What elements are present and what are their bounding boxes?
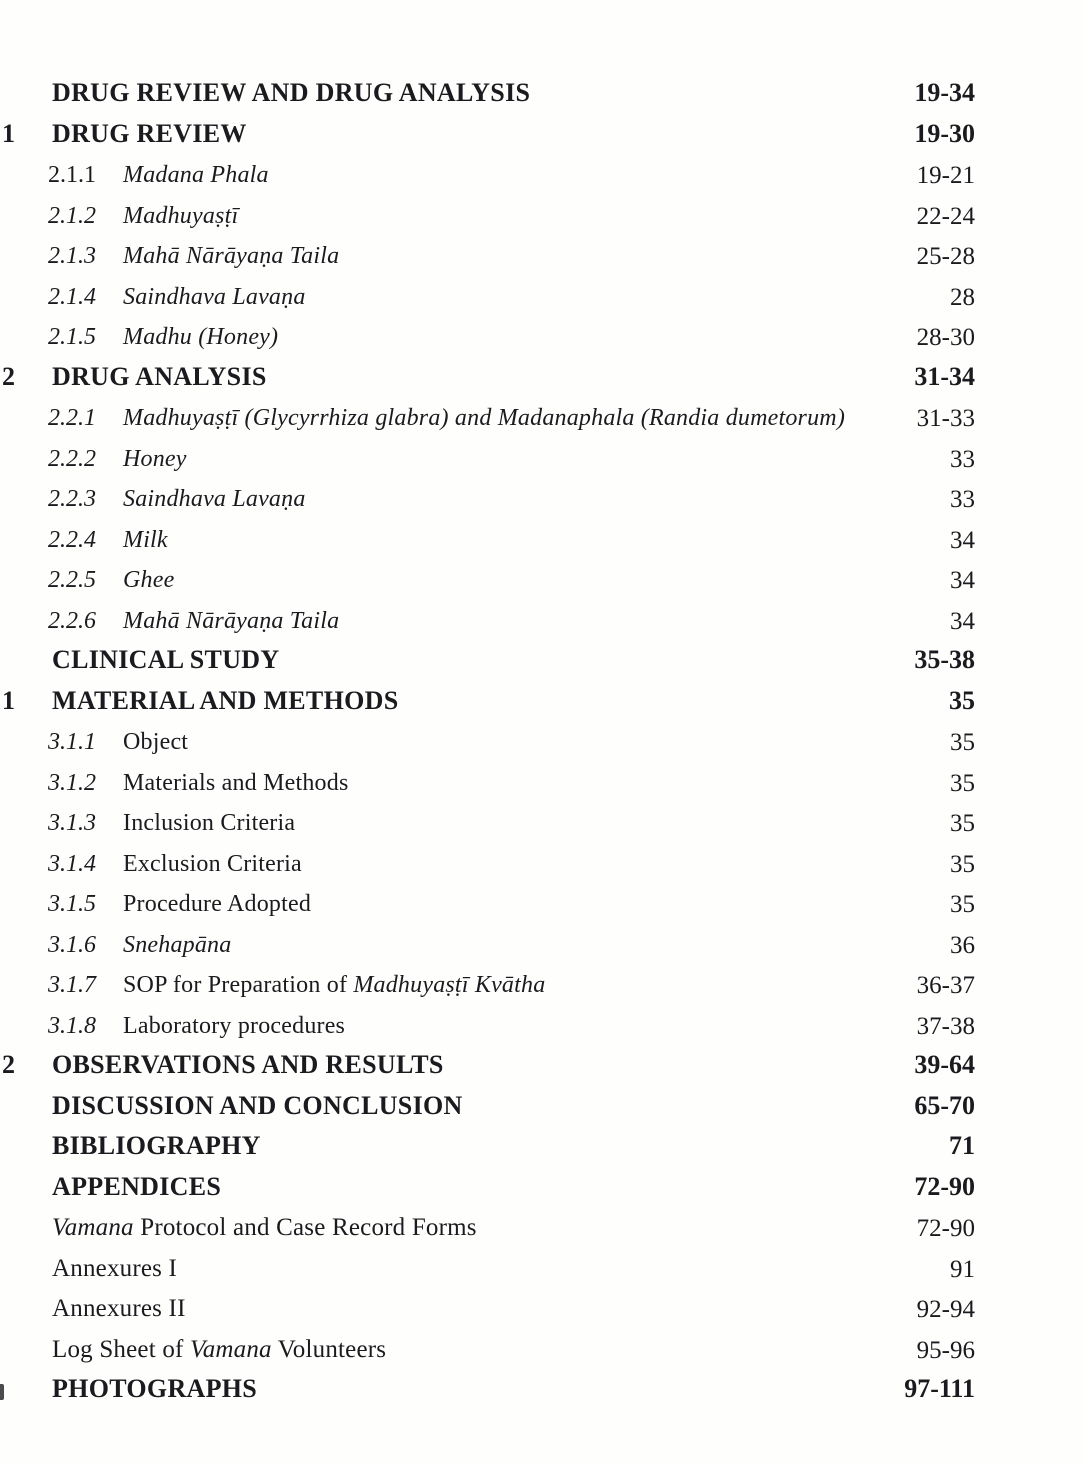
entry-title xyxy=(52,685,399,715)
toc-row xyxy=(0,281,1082,322)
title-segment: MATERIAL AND METHODS xyxy=(52,685,399,715)
entry-page-range: 36 xyxy=(950,931,975,959)
title-segment: Madhu (Honey) xyxy=(123,324,279,350)
entry-title xyxy=(52,1171,222,1201)
entry-page-range: 97-111 xyxy=(904,1374,975,1403)
toc-row xyxy=(0,119,1082,160)
title-segment: Saindhava Lavaṇa xyxy=(123,486,306,512)
title-segment: DRUG ANALYSIS xyxy=(52,361,267,391)
chapter-number-cropped: 2 xyxy=(2,1050,15,1079)
title-segment: Volunteers xyxy=(271,1335,387,1363)
toc-row xyxy=(0,888,1082,929)
title-segment: Milk xyxy=(123,526,168,553)
toc-row xyxy=(0,767,1082,808)
title-segment: Materials and Methods xyxy=(123,769,349,796)
entry-title xyxy=(123,285,306,309)
title-segment: Laboratory procedures xyxy=(123,1012,346,1039)
entry-title xyxy=(123,244,339,268)
scan-artifact-mark xyxy=(0,1384,4,1400)
entry-title xyxy=(123,609,339,633)
toc-row xyxy=(0,564,1082,605)
toc-row xyxy=(0,807,1082,848)
entry-title xyxy=(123,528,168,552)
toc-row xyxy=(0,1293,1082,1334)
toc-row xyxy=(0,1050,1082,1091)
toc-row xyxy=(0,1091,1082,1132)
title-segment: Saindhava Lavaṇa xyxy=(123,283,306,310)
entry-page-range: 35 xyxy=(950,891,975,918)
entry-page-range: 34 xyxy=(950,526,975,554)
title-segment: Inclusion Criteria xyxy=(123,810,296,836)
entry-page-range: 35 xyxy=(950,850,975,878)
entry-title xyxy=(123,1014,345,1038)
entry-page-range: 28-30 xyxy=(916,324,975,351)
section-number: 3.1.8 xyxy=(48,1012,96,1039)
entry-page-range: 22-24 xyxy=(916,202,975,230)
title-segment: Madhuyaṣṭī Kvātha xyxy=(353,972,546,998)
entry-page-range: 71 xyxy=(949,1131,975,1160)
entry-title xyxy=(123,771,349,795)
toc-row xyxy=(0,1010,1082,1051)
entry-page-range: 28 xyxy=(950,283,975,311)
title-segment: Vamana xyxy=(52,1214,134,1241)
section-number: 3.1.3 xyxy=(48,810,96,836)
toc-row xyxy=(0,321,1082,362)
toc-row xyxy=(0,605,1082,646)
title-segment: Ghee xyxy=(123,567,175,593)
entry-page-range: 19-34 xyxy=(914,78,975,107)
toc-row xyxy=(0,1212,1082,1253)
toc-row xyxy=(0,969,1082,1010)
title-segment: Honey xyxy=(123,445,187,472)
entry-title xyxy=(52,1296,186,1321)
entry-page-range: 34 xyxy=(950,607,975,635)
entry-title xyxy=(52,1337,386,1362)
title-segment: DRUG REVIEW AND DRUG ANALYSIS xyxy=(52,78,531,107)
entry-title xyxy=(123,406,845,430)
title-segment: DRUG REVIEW xyxy=(52,118,247,148)
entry-title xyxy=(123,730,188,754)
title-segment: Protocol and Case Record Forms xyxy=(133,1214,477,1241)
toc-row xyxy=(0,848,1082,889)
title-segment: BIBLIOGRAPHY xyxy=(52,1131,261,1160)
entry-page-range: 35 xyxy=(950,729,975,756)
entry-title xyxy=(52,118,247,148)
entry-title xyxy=(123,892,311,916)
entry-page-range: 91 xyxy=(950,1255,975,1283)
chapter-number-cropped: 1 xyxy=(2,685,15,715)
entry-page-range: 95-96 xyxy=(916,1336,975,1364)
title-segment: Annexures I xyxy=(52,1254,178,1282)
entry-title xyxy=(52,1090,463,1120)
entry-title xyxy=(123,325,278,349)
section-number: 2.2.4 xyxy=(48,526,96,553)
entry-page-range: 35 xyxy=(950,810,975,837)
entry-title xyxy=(123,852,302,876)
section-number: 2.2.3 xyxy=(48,486,96,512)
title-segment: Madana Phala xyxy=(123,162,269,188)
entry-page-range: 31-33 xyxy=(916,405,975,432)
table-of-contents xyxy=(0,78,1082,1415)
section-number: 2.1.2 xyxy=(48,202,96,229)
chapter-number-cropped: 1 xyxy=(2,118,15,148)
title-segment: Mahā Nārāyaṇa Taila xyxy=(123,243,340,269)
section-number: 3.1.1 xyxy=(48,729,96,755)
title-segment: DISCUSSION AND CONCLUSION xyxy=(52,1090,463,1120)
title-segment: CLINICAL STUDY xyxy=(52,645,280,674)
entry-page-range: 92-94 xyxy=(916,1296,975,1323)
title-segment: Vamana xyxy=(190,1335,272,1363)
title-segment: OBSERVATIONS AND RESULTS xyxy=(52,1050,444,1079)
toc-row xyxy=(0,645,1082,686)
entry-title xyxy=(52,1133,261,1159)
section-number: 3.1.6 xyxy=(48,931,96,958)
entry-page-range: 39-64 xyxy=(914,1050,975,1079)
title-segment: Mahā Nārāyaṇa Taila xyxy=(123,607,340,634)
section-number: 2.2.2 xyxy=(48,445,96,472)
entry-title xyxy=(52,1256,177,1281)
toc-row xyxy=(0,1131,1082,1172)
section-number: 2.1.4 xyxy=(48,283,96,310)
entry-page-range: 33 xyxy=(950,486,975,513)
entry-page-range: 19-30 xyxy=(914,118,975,148)
entry-title xyxy=(123,568,174,592)
section-number: 2.2.1 xyxy=(48,405,96,431)
section-number: 3.1.2 xyxy=(48,769,96,796)
section-number: 3.1.7 xyxy=(48,972,96,998)
toc-row xyxy=(0,362,1082,403)
title-segment: Object xyxy=(123,729,189,755)
entry-title xyxy=(52,1052,444,1078)
entry-title xyxy=(123,487,306,511)
entry-title xyxy=(52,1215,477,1240)
title-segment: Madhuyaṣṭī xyxy=(123,202,239,229)
entry-title xyxy=(123,811,295,835)
toc-row xyxy=(0,1172,1082,1213)
entry-title xyxy=(123,204,238,228)
title-segment: Exclusion Criteria xyxy=(123,850,302,877)
toc-row xyxy=(0,929,1082,970)
section-number: 2.2.5 xyxy=(48,567,96,593)
toc-row xyxy=(0,1374,1082,1415)
entry-page-range: 31-34 xyxy=(914,361,975,391)
toc-row xyxy=(0,78,1082,119)
entry-page-range: 35-38 xyxy=(914,645,975,674)
entry-page-range: 34 xyxy=(950,567,975,594)
entry-page-range: 37-38 xyxy=(916,1012,975,1040)
section-number: 3.1.4 xyxy=(48,850,96,877)
toc-row xyxy=(0,200,1082,241)
entry-title xyxy=(123,447,187,471)
section-number: 2.1.5 xyxy=(48,324,96,350)
entry-page-range: 35 xyxy=(949,685,975,715)
toc-row xyxy=(0,1253,1082,1294)
entry-title xyxy=(123,973,545,997)
toc-row xyxy=(0,443,1082,484)
section-number: 2.2.6 xyxy=(48,607,96,634)
toc-row xyxy=(0,686,1082,727)
entry-page-range: 19-21 xyxy=(916,162,975,189)
toc-row xyxy=(0,240,1082,281)
entry-page-range: 72-90 xyxy=(916,1215,975,1242)
entry-page-range: 25-28 xyxy=(916,243,975,270)
entry-title xyxy=(123,933,231,957)
title-segment: Madhuyaṣṭī (Glycyrrhiza glabra) and Madanaphala (Randia dumetorum) xyxy=(123,405,846,431)
toc-row xyxy=(0,1334,1082,1375)
chapter-number-cropped: 2 xyxy=(2,361,15,391)
entry-page-range: 33 xyxy=(950,445,975,473)
section-number: 2.1.1 xyxy=(48,162,96,188)
toc-row xyxy=(0,726,1082,767)
toc-row xyxy=(0,159,1082,200)
entry-page-range: 35 xyxy=(950,769,975,797)
section-number: 3.1.5 xyxy=(48,891,96,917)
entry-title xyxy=(52,80,530,106)
title-segment: APPENDICES xyxy=(52,1171,222,1201)
title-segment: Snehapāna xyxy=(123,931,232,958)
entry-title xyxy=(52,1376,257,1402)
entry-title xyxy=(52,647,279,673)
section-number: 2.1.3 xyxy=(48,243,96,269)
title-segment: PHOTOGRAPHS xyxy=(52,1374,258,1403)
entry-page-range: 36-37 xyxy=(916,972,975,999)
entry-page-range: 72-90 xyxy=(914,1171,975,1201)
title-segment: Procedure Adopted xyxy=(123,891,312,917)
toc-row xyxy=(0,483,1082,524)
title-segment: Log Sheet of xyxy=(52,1335,190,1363)
entry-page-range: 65-70 xyxy=(914,1090,975,1120)
title-segment: SOP for Preparation of xyxy=(123,972,354,998)
entry-title xyxy=(52,361,267,391)
toc-row xyxy=(0,402,1082,443)
toc-row xyxy=(0,524,1082,565)
title-segment: Annexures II xyxy=(52,1295,186,1322)
entry-title xyxy=(123,163,269,187)
